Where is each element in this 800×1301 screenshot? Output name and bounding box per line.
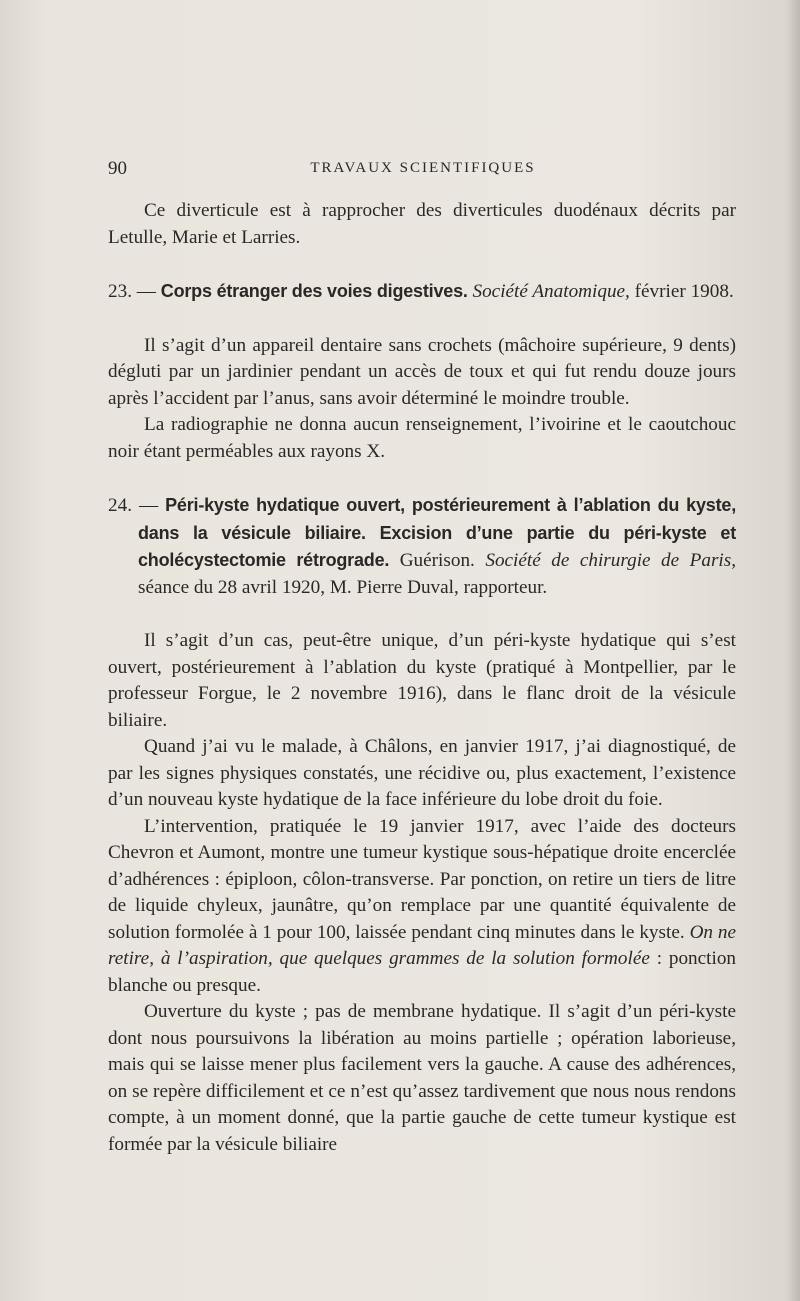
entry-23-title: Corps étranger des voies digestives.: [160, 281, 468, 301]
entry-24-heading: [108, 492, 736, 601]
entry-24-details: séance du 28 avril 1920, M. Pierre Duval, rapporteur.: [138, 576, 548, 598]
entry-24-paragraph-3: [108, 814, 736, 1000]
entry-24-result: Guérison.: [399, 550, 475, 571]
entry-24-number: 24. —: [108, 495, 159, 516]
entry-23-number: 23. —: [108, 281, 156, 302]
entry-23-heading: [108, 278, 736, 306]
running-title: TRAVAUX SCIENTIFIQUES: [310, 160, 536, 176]
intro-paragraph: Ce diverticule est à rapprocher des diverticules duodénaux décrits par Letulle, Marie et Larries.: [108, 200, 736, 248]
page-header: [108, 158, 738, 184]
entry-23-paragraph-2: La radiographie ne donna aucun renseignement, l’ivoirine et le caoutchouc noir étant perméables aux rayons X.: [108, 414, 736, 462]
entry-24-paragraph-3-end: : ponction blanche ou presque.: [108, 948, 737, 996]
entry-24-paragraph-2: Quand j’ai vu le malade, à Châlons, en janvier 1917, j’ai diagnostiqué, de par les signes physiques constatés, une récidive ou, plus exactement, l’existence d’un nouveau kyste hydatique de la face inférieure du lobe droit du foie.: [108, 736, 736, 810]
entry-24-title: Péri-kyste hydatique ouvert, postérieurement à l’ablation du kyste, dans la vésicule biliaire. Excision d’une partie du péri-kyste et cholécystectomie rétrograde.: [138, 495, 737, 570]
entry-23-paragraph-1: Il s’agit d’un appareil dentaire sans crochets (mâchoire supérieure, 9 dents) dégluti par un jardinier pendant un accès de toux et qui fut rendu douze jours après l’accident par l’anus, sans avoir déterminé le moindre trouble.: [108, 334, 736, 409]
entry-24-paragraph-4: Ouverture du kyste ; pas de membrane hydatique. Il s’agit d’un péri-kyste dont nous poursuivons la libération au moins partielle ; opération laborieuse, mais qui se laisse mener plus facilement vers la gauche. A cause des adhérences, on se repère difficilement et ce n’est qu’assez tardivement que nous nous rendons compte, à un moment donné, que la partie gauche de cette tumeur kystique est formée par la vésicule biliaire: [108, 1001, 736, 1155]
entry-24-paragraph-3-start: L’intervention, pratiquée le 19 janvier 1917, avec l’aide des docteurs Chevron et Aumont, montre une tumeur kystique sous-hépatique droite encerclée d’adhérences : épiploon, côlon-transverse. Par ponction, on retire un tiers de litre de liquide chyleux, jaunâtre, qu’on remplace par une quantité équivalente de solution formolée à 1 pour 100, laissée pendant cinq minutes dans le kyste.: [108, 815, 736, 943]
entry-23-source: Société Anatomique,: [472, 281, 630, 302]
entry-24-paragraph-1: Il s’agit d’un cas, peut-être unique, d’un péri-kyste hydatique qui s’est ouvert, postérieurement à l’ablation du kyste (pratiqué à Montpellier, par le professeur Forgue, le 2 novembre 1916), dans le flanc droit de la vésicule biliaire.: [108, 630, 736, 731]
entry-23-date: février 1908.: [634, 281, 734, 302]
page-edge-shadow: [786, 0, 800, 1301]
page-number: 90: [108, 158, 127, 179]
entry-24-paragraph-3-italic: On ne retire, à l’aspiration, que quelques grammes de la solution formolée: [108, 921, 737, 969]
entry-24-source: Société de chirurgie de Paris,: [485, 550, 737, 571]
page-body: [108, 198, 736, 1158]
